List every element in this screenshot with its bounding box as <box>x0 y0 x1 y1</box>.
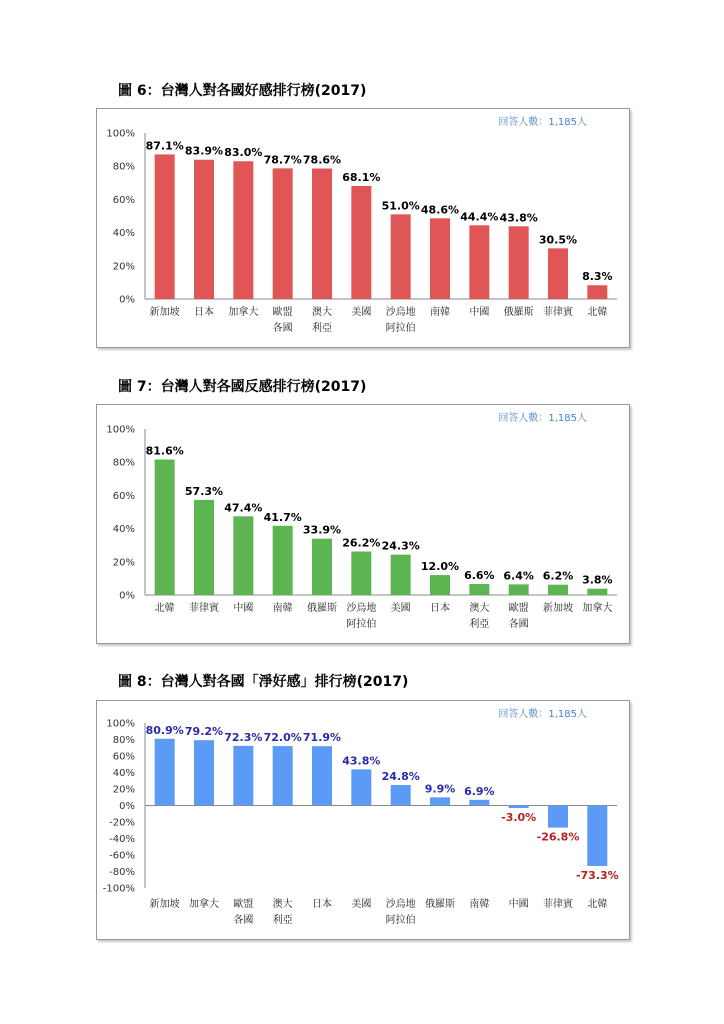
category-label: 各國 <box>233 915 254 926</box>
data-label: 26.2% <box>342 536 381 550</box>
category-label: 加拿大 <box>582 603 613 614</box>
y-tick-label: 0% <box>119 590 135 602</box>
bar <box>312 169 332 299</box>
category-label: 澳大 <box>469 603 490 614</box>
bar <box>351 769 371 805</box>
chart-unfavorability <box>97 405 629 643</box>
y-tick-label: -20% <box>109 817 135 829</box>
category-label: 菲律賓 <box>189 603 219 614</box>
data-label: 8.3% <box>582 270 613 284</box>
y-tick-label: 40% <box>112 524 135 536</box>
bar <box>391 785 411 805</box>
bar <box>548 585 568 595</box>
y-tick-label: 80% <box>112 457 135 469</box>
category-label: 北韓 <box>587 899 608 910</box>
bar <box>509 226 529 299</box>
category-label: 美國 <box>351 307 372 318</box>
y-tick-label: 20% <box>112 261 135 273</box>
category-label: 美國 <box>351 899 372 910</box>
bar <box>194 500 214 595</box>
data-label: -73.3% <box>575 868 619 882</box>
category-label: 南韓 <box>430 307 450 318</box>
bar <box>587 589 607 595</box>
category-label: 美國 <box>390 603 411 614</box>
category-label: 歐盟 <box>272 307 293 318</box>
data-label: 68.1% <box>342 170 381 184</box>
bar <box>469 225 489 299</box>
category-label: 南韓 <box>272 603 293 614</box>
chart-net-favorability <box>97 701 629 939</box>
data-label: 43.8% <box>499 211 538 225</box>
bar <box>273 168 293 299</box>
category-label: 日本 <box>194 307 214 318</box>
bar <box>233 746 253 806</box>
data-label: 9.9% <box>424 782 456 796</box>
y-tick-label: 80% <box>112 735 135 746</box>
bar <box>509 584 529 595</box>
data-label: -26.8% <box>536 830 580 844</box>
bar <box>155 460 175 595</box>
y-tick-label: -60% <box>109 850 135 862</box>
category-label: 阿拉伯 <box>346 619 377 630</box>
y-tick-label: 20% <box>112 557 135 569</box>
data-label: 47.4% <box>224 501 263 515</box>
figure-6-title: 圖 6：台灣人對各國好感排行榜(2017) <box>118 83 367 99</box>
bar <box>509 806 529 808</box>
data-label: 6.4% <box>503 569 534 583</box>
data-label: 72.0% <box>263 731 302 745</box>
bar <box>430 797 450 805</box>
data-label: 80.9% <box>145 723 184 737</box>
data-label: 72.3% <box>224 730 263 744</box>
data-label: 41.7% <box>263 510 302 524</box>
y-tick-label: 60% <box>112 751 135 763</box>
category-label: 加拿大 <box>189 899 219 910</box>
data-label: 83.0% <box>224 146 263 160</box>
bar <box>194 160 214 299</box>
category-label: 加拿大 <box>228 307 259 318</box>
bar <box>273 526 293 595</box>
data-label: 44.4% <box>460 210 499 224</box>
figure-8-chart <box>96 700 630 940</box>
chart-favorability <box>97 109 629 347</box>
category-label: 各國 <box>508 619 529 630</box>
category-label: 沙烏地 <box>385 899 416 910</box>
bar <box>548 248 568 299</box>
data-label: 78.7% <box>263 153 302 167</box>
data-label: 83.9% <box>184 144 224 158</box>
y-tick-label: -80% <box>109 867 135 878</box>
y-tick-label: 20% <box>112 784 135 796</box>
data-label: 6.6% <box>464 569 495 583</box>
category-label: 澳大 <box>312 307 332 318</box>
category-label: 利亞 <box>272 915 293 926</box>
bar <box>351 186 371 299</box>
y-tick-label: -100% <box>102 883 135 895</box>
bar <box>351 552 371 595</box>
data-label: 57.3% <box>184 484 224 498</box>
figure-8-title: 圖 8：台灣人對各國「淨好感」排行榜(2017) <box>118 674 409 690</box>
category-label: 俄羅斯 <box>307 603 337 614</box>
data-label: 51.0% <box>381 199 420 213</box>
bar <box>548 806 568 828</box>
data-label: 33.9% <box>302 523 342 537</box>
category-label: 澳大 <box>272 899 293 910</box>
figure-7-chart <box>96 404 630 644</box>
category-label: 日本 <box>430 603 450 614</box>
category-label: 日本 <box>312 899 332 910</box>
category-label: 菲律賓 <box>543 307 573 318</box>
y-tick-label: 80% <box>112 161 135 173</box>
category-label: 沙烏地 <box>385 307 416 318</box>
y-tick-label: 60% <box>112 490 135 502</box>
category-label: 利亞 <box>312 323 332 334</box>
bar <box>587 806 607 866</box>
y-tick-label: 100% <box>106 424 135 436</box>
bar <box>155 154 175 299</box>
bar <box>233 161 253 299</box>
respondent-note: 回答人數：1,185人 <box>498 117 587 128</box>
category-label: 阿拉伯 <box>385 915 416 926</box>
y-tick-label: 100% <box>106 718 135 730</box>
data-label: 24.8% <box>381 770 420 784</box>
y-tick-label: 0% <box>119 801 135 812</box>
category-label: 新加坡 <box>149 307 180 318</box>
data-label: 6.2% <box>542 569 574 583</box>
y-tick-label: 40% <box>112 768 135 779</box>
data-label: 48.6% <box>420 203 460 217</box>
data-label: 81.6% <box>145 444 184 458</box>
respondent-note: 回答人數：1,185人 <box>498 413 587 424</box>
bar <box>469 584 489 595</box>
category-label: 中國 <box>508 899 529 910</box>
category-label: 俄羅斯 <box>503 307 534 318</box>
respondent-note: 回答人數：1,185人 <box>498 709 587 720</box>
category-label: 歐盟 <box>508 603 529 614</box>
data-label: 12.0% <box>420 560 460 574</box>
category-label: 菲律賓 <box>543 899 573 910</box>
bar <box>312 539 332 595</box>
data-label: 24.3% <box>381 539 420 553</box>
bar <box>587 285 607 299</box>
category-label: 沙烏地 <box>346 603 377 614</box>
bar <box>312 746 332 805</box>
data-label: 78.6% <box>302 153 342 167</box>
bar <box>469 800 489 806</box>
bar <box>194 740 214 805</box>
category-label: 北韓 <box>154 603 175 614</box>
category-label: 利亞 <box>469 619 490 630</box>
data-label: 79.2% <box>184 725 224 739</box>
data-label: 87.1% <box>145 139 184 153</box>
data-label: -3.0% <box>501 810 537 824</box>
data-label: 6.9% <box>464 784 495 798</box>
y-tick-label: 100% <box>106 128 135 140</box>
bar <box>430 218 450 299</box>
data-label: 3.8% <box>582 573 613 587</box>
data-label: 30.5% <box>538 233 578 247</box>
category-label: 各國 <box>272 323 293 334</box>
data-label: 43.8% <box>342 754 381 768</box>
bar <box>273 746 293 805</box>
y-tick-label: 40% <box>112 228 135 240</box>
data-label: 71.9% <box>302 731 342 745</box>
bar <box>233 516 253 595</box>
figure-6-chart <box>96 108 630 348</box>
y-tick-label: 60% <box>112 194 135 206</box>
bar <box>430 575 450 595</box>
bar <box>391 555 411 595</box>
category-label: 新加坡 <box>149 899 180 910</box>
category-label: 俄羅斯 <box>425 899 455 910</box>
category-label: 南韓 <box>469 899 490 910</box>
bar <box>155 739 175 806</box>
category-label: 中國 <box>233 603 254 614</box>
category-label: 新加坡 <box>543 603 573 614</box>
category-label: 中國 <box>469 307 490 318</box>
y-tick-label: -40% <box>109 834 135 845</box>
category-label: 北韓 <box>587 307 608 318</box>
y-tick-label: 0% <box>119 294 135 306</box>
category-label: 阿拉伯 <box>385 323 416 334</box>
category-label: 歐盟 <box>233 899 254 910</box>
bar <box>391 214 411 299</box>
figure-7-title: 圖 7：台灣人對各國反感排行榜(2017) <box>118 379 367 395</box>
